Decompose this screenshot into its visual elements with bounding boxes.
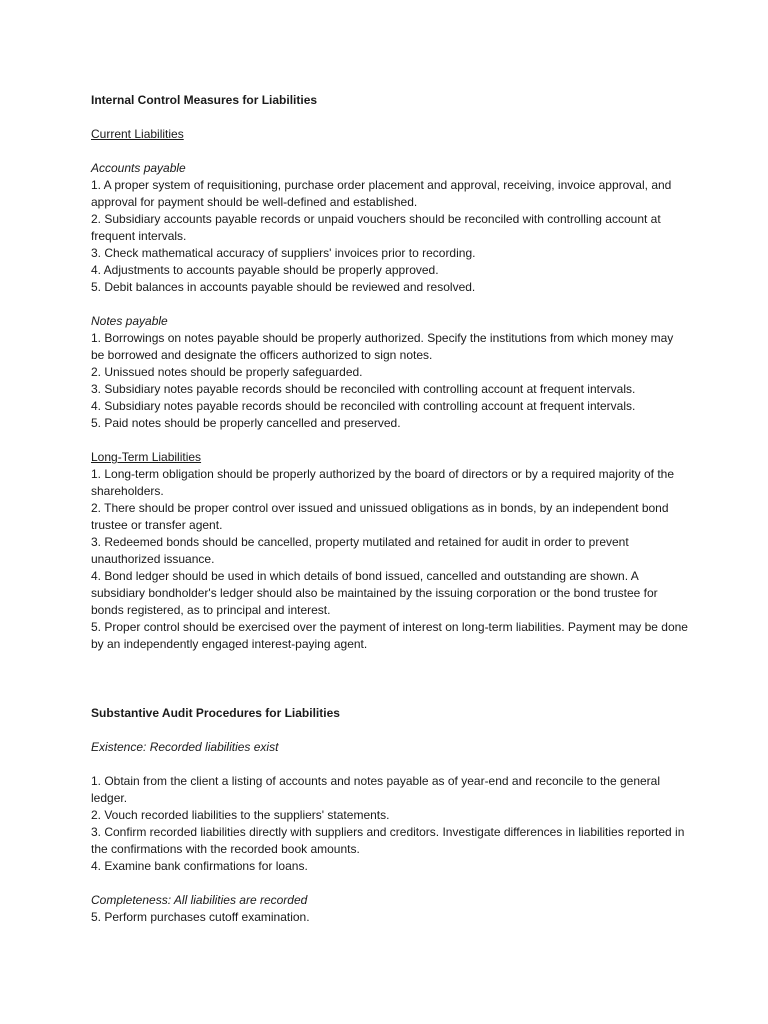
heading-current-liabilities: Current Liabilities: [91, 127, 184, 141]
list-item: 4. Adjustments to accounts payable should be properly approved.: [91, 263, 439, 277]
list-item: 4. Subsidiary notes payable records should be reconciled with controlling account at frequent intervals.: [91, 399, 636, 413]
accounts-payable-list: [91, 177, 688, 296]
list-item: 2. Subsidiary accounts payable records or unpaid vouchers should be reconciled with controlling account at frequent intervals.: [91, 212, 661, 243]
list-item: 4. Examine bank confirmations for loans.: [91, 859, 308, 873]
list-item: 1. Borrowings on notes payable should be properly authorized. Specify the institutions from which money may be borrowed and designate the officers authorized to sign notes.: [91, 331, 674, 362]
long-term-list: [91, 466, 688, 653]
list-item: 5. Perform purchases cutoff examination.: [91, 910, 310, 924]
subheading-notes-payable: Notes payable: [91, 314, 168, 328]
section-title-internal-control: Internal Control Measures for Liabilities: [91, 93, 318, 107]
subheading-accounts-payable: Accounts payable: [91, 161, 186, 175]
list-item: 5. Proper control should be exercised over the payment of interest on long-term liabilities. Payment may be done by an independently engaged interest-paying agent.: [91, 620, 688, 651]
list-item: 5. Debit balances in accounts payable should be reviewed and resolved.: [91, 280, 476, 294]
list-item: 2. There should be proper control over issued and unissued obligations as in bonds, by an independent bond trustee or transfer agent.: [91, 501, 669, 532]
existence-list: [91, 773, 688, 875]
list-item: 4. Bond ledger should be used in which details of bond issued, cancelled and outstanding are shown. A subsidiary bondholder's ledger should also be maintained by the issuing corporation or the bond trustee for bonds registered, as to principal and interest.: [91, 569, 658, 617]
section-title-substantive-audit: Substantive Audit Procedures for Liabilities: [91, 706, 340, 720]
list-item: 3. Check mathematical accuracy of suppliers' invoices prior to recording.: [91, 246, 476, 260]
notes-payable-list: [91, 330, 688, 432]
list-item: 1. Obtain from the client a listing of accounts and notes payable as of year-end and reconcile to the general ledger.: [91, 774, 661, 805]
completeness-list: [91, 909, 688, 926]
subheading-completeness: Completeness: All liabilities are recorded: [91, 893, 308, 907]
list-item: 5. Paid notes should be properly cancelled and preserved.: [91, 416, 401, 430]
subheading-existence: Existence: Recorded liabilities exist: [91, 740, 279, 754]
list-item: 1. Long-term obligation should be properly authorized by the board of directors or by a required majority of the shareholders.: [91, 467, 674, 498]
list-item: 2. Vouch recorded liabilities to the suppliers' statements.: [91, 808, 390, 822]
list-item: 2. Unissued notes should be properly safeguarded.: [91, 365, 363, 379]
list-item: 3. Redeemed bonds should be cancelled, property mutilated and retained for audit in order to prevent unauthorized issuance.: [91, 535, 629, 566]
list-item: 3. Subsidiary notes payable records should be reconciled with controlling account at frequent intervals.: [91, 382, 636, 396]
list-item: 3. Confirm recorded liabilities directly with suppliers and creditors. Investigate differences in liabilities reported in the confirmations with the recorded book amounts.: [91, 825, 685, 856]
heading-long-term-liabilities: Long-Term Liabilities: [91, 450, 202, 464]
list-item: 1. A proper system of requisitioning, purchase order placement and approval, receiving, invoice approval, and approval for payment should be well-defined and established.: [91, 178, 672, 209]
